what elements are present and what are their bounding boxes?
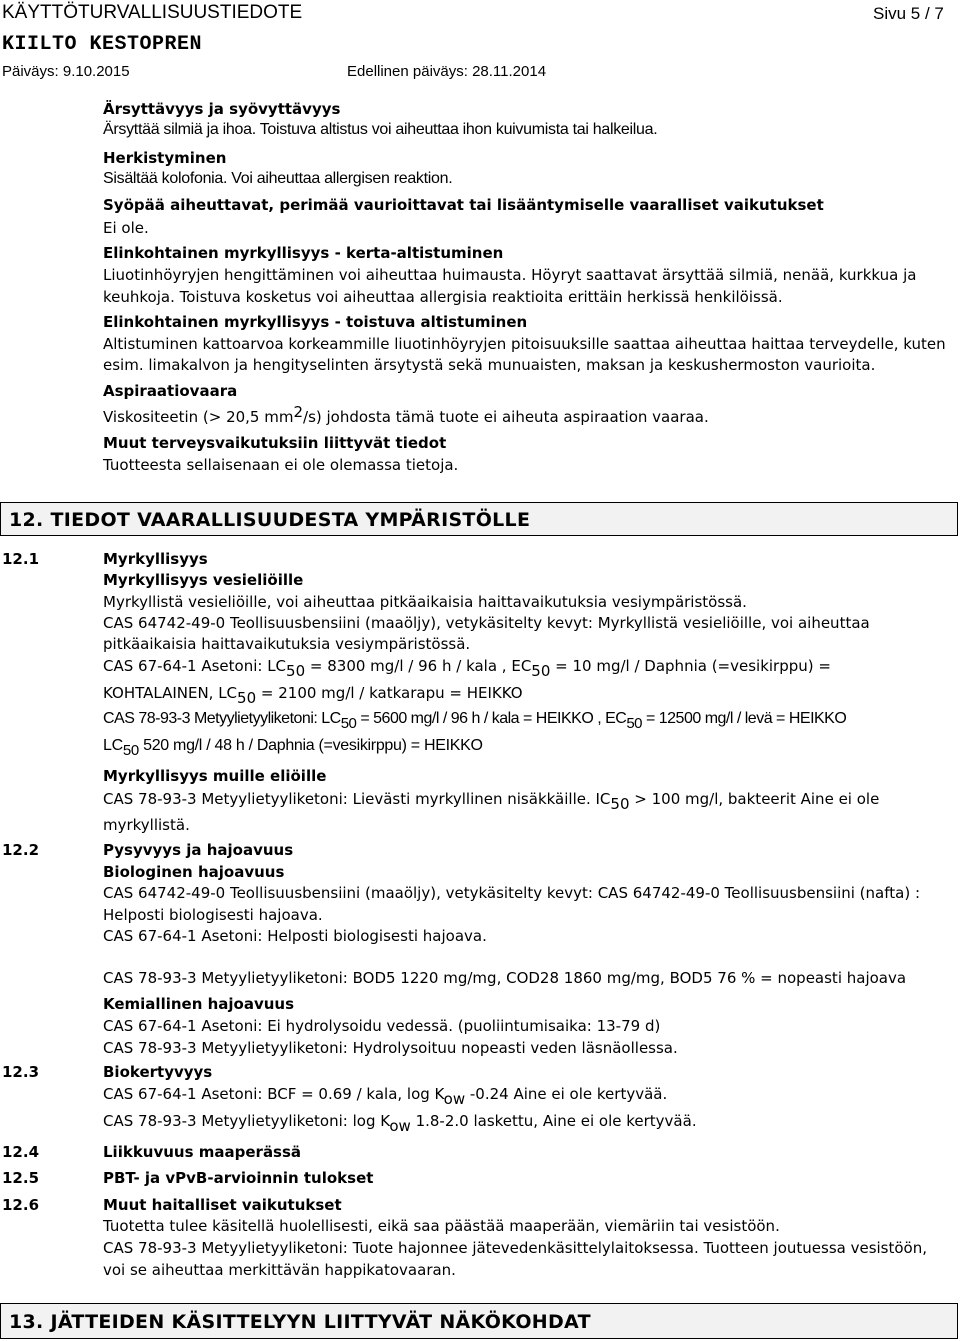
page-number: Sivu 5 / 7 [873,4,944,23]
other-adverse-effects-heading: Muut haitalliset vaikutukset [103,1196,342,1214]
naphtha-toxicity-text-1: CAS 64742-49-0 Teollisuusbensiini (maaöljy), vetykäsitelty kevyt: Myrkyllistä vesieliöille, voi aiheuttaa [103,614,870,632]
bioaccumulation-text-1: CAS 67-64-1 Asetoni: BCF = 0.69 / kala, $\log K_{ow}$ -0.24 Aine ei ole kertyvää. [103,1085,668,1108]
subsection-number-12-2: 12.2 [2,841,40,859]
irritation-heading: Ärsyttävyys ja syövyttävyys [103,100,341,118]
stot-se-text-2: keuhkoja. Toistuva kosketus voi aiheuttaa allergisia reaktioita erittäin herkissä henkilöissä. [103,288,783,306]
persistence-heading: Pysyvyys ja hajoavuus [103,841,294,859]
other-organisms-text-1: CAS 78-93-3 Metyylietyyliketoni: Lievästi myrkyllinen nisäkkäille. $IC_{50} > 100$ mg/l, bakteerit Aine ei ole [103,790,880,813]
toxicity-heading: Myrkyllisyys [103,550,208,568]
pbt-heading: PBT- ja vPvB-arvioinnin tulokset [103,1169,374,1187]
subsection-number-12-6: 12.6 [2,1196,40,1214]
section-12-title: 12. TIEDOT VAARALLISUUDESTA YMPÄRISTÖLLE [9,509,531,531]
other-effects-text: Tuotteesta sellaisenaan ei ole olemassa tietoja. [103,456,459,474]
aquatic-toxicity-text: Myrkyllistä vesieliöille, voi aiheuttaa pitkäaikaisia haittavaikutuksia vesiympäristössä. [103,593,747,611]
aquatic-toxicity-heading: Myrkyllisyys vesieliöille [103,571,304,589]
issue-date: Päiväys: 9.10.2015 [2,63,130,80]
bioaccumulation-heading: Biokertyvyys [103,1063,213,1081]
aspiration-text: Viskositeetin (> 20,5 $mm^2/s$) johdosta tämä tuote ei aiheuta aspiraation vaaraa. [103,403,709,426]
subsection-number-12-3: 12.3 [2,1063,40,1081]
chemical-degradability-text-1: CAS 67-64-1 Asetoni: Ei hydrolysoidu vedessä. (puoliintumisaika: 13-79 d) [103,1017,661,1035]
acetone-toxicity-text-2: KOHTALAINEN, $LC_{50} = 2100$ mg/l / katkarapu = HEIKKO [103,684,523,707]
biodegradability-text-2: Helposti biologisesti hajoava. [103,906,323,924]
section-13-header [0,1303,958,1339]
mek-toxicity-text-2: $LC_{50}$ 520 mg/l / 48 h / Daphnia (=vesikirppu) = HEIKKO [103,737,483,759]
stot-re-text-1: Altistuminen kattoarvoa korkeammille liuotinhöyryjen pitoisuuksille saattaa aiheuttaa haittaa terveydelle, kuten [103,335,946,353]
subsection-number-12-5: 12.5 [2,1169,40,1187]
stot-se-text-1: Liuotinhöyryjen hengittäminen voi aiheuttaa huimausta. Höyryt saattavat ärsyttää silmiä, nenää, kurkkua ja [103,266,917,284]
product-name: KIILTO KESTOPREN [2,33,203,56]
chemical-degradability-heading: Kemiallinen hajoavuus [103,995,295,1013]
section-12-header [0,502,958,536]
biodegradability-text-1: CAS 64742-49-0 Teollisuusbensiini (maaöljy), vetykäsitelty kevyt: CAS 64742-49-0 Teollisuusbensiini (nafta) : [103,884,921,902]
other-organisms-text-2: myrkyllistä. [103,816,190,834]
other-adverse-effects-text-1: Tuotetta tulee käsitellä huolellisesti, eikä saa päästää maaperään, viemäriin tai vesistöön. [103,1217,780,1235]
aspiration-heading: Aspiraatiovaara [103,382,238,400]
biodegradability-text-3: CAS 67-64-1 Asetoni: Helposti biologisesti hajoava. [103,927,487,945]
other-effects-heading: Muut terveysvaikutuksiin liittyvät tiedot [103,434,447,452]
biodegradability-heading: Biologinen hajoavuus [103,863,285,881]
mobility-heading: Liikkuvuus maaperässä [103,1143,302,1161]
mek-toxicity-text-1: CAS 78-93-3 Metyylietyyliketoni: $LC_{50} = 5600$ mg/l / 96 h / kala = HEIKKO , $EC_{50} = 12500$ mg/l / levä = HEIKKO [103,710,847,732]
cmr-text: Ei ole. [103,219,149,237]
previous-date: Edellinen päiväys: 28.11.2014 [347,63,547,80]
irritation-text: Ärsyttää silmiä ja ihoa. Toistuva altistus voi aiheuttaa ihon kuivumista tai halkeilua. [103,121,658,138]
biodegradability-text-4: CAS 78-93-3 Metyylietyyliketoni: BOD5 1220 mg/mg, COD28 1860 mg/mg, BOD5 76 % = nopeasti hajoava [103,969,907,987]
cmr-heading: Syöpää aiheuttavat, perimää vaurioittavat tai lisääntymiselle vaaralliset vaikutukset [103,196,824,214]
naphtha-toxicity-text-2: pitkäaikaisia haittavaikutuksia vesiympäristössä. [103,635,471,653]
other-adverse-effects-text-2: CAS 78-93-3 Metyylietyyliketoni: Tuote hajonnee jätevedenkäsittelylaitoksessa. Tuotteen joutuessa vesistöön, [103,1239,928,1257]
subsection-number-12-1: 12.1 [2,550,40,568]
document-title: KÄYTTÖTURVALLISUUSTIEDOTE [2,2,303,23]
sensitisation-text: Sisältää kolofonia. Voi aiheuttaa allergisen reaktion. [103,170,453,187]
bioaccumulation-text-2: CAS 78-93-3 Metyylietyyliketoni: $\log K_{ow}$ 1.8-2.0 laskettu, Aine ei ole kertyvää. [103,1112,697,1135]
stot-se-heading: Elinkohtainen myrkyllisyys - kerta-altistuminen [103,244,504,262]
stot-re-text-2: esim. limakalvon ja hengityselinten ärsytystä sekä munuaisten, maksan ja keskushermoston vaurioita. [103,356,876,374]
subsection-number-12-4: 12.4 [2,1143,40,1161]
sensitisation-heading: Herkistyminen [103,149,227,167]
other-organisms-heading: Myrkyllisyys muille eliöille [103,767,327,785]
chemical-degradability-text-2: CAS 78-93-3 Metyylietyyliketoni: Hydrolysoituu nopeasti veden läsnäollessa. [103,1039,678,1057]
acetone-toxicity-text-1: CAS 67-64-1 Asetoni: $LC_{50} = 8300$ mg/l / 96 h / kala , $EC_{50} = 10$ mg/l / Daphnia (=vesikirppu) = [103,657,831,680]
other-adverse-effects-text-3: voi se aiheuttaa merkittävän happikatovaaran. [103,1261,456,1279]
section-13-title: 13. JÄTTEIDEN KÄSITTELYYN LIITTYVÄT NÄKÖKOHDAT [9,1311,591,1333]
stot-re-heading: Elinkohtainen myrkyllisyys - toistuva altistuminen [103,313,528,331]
